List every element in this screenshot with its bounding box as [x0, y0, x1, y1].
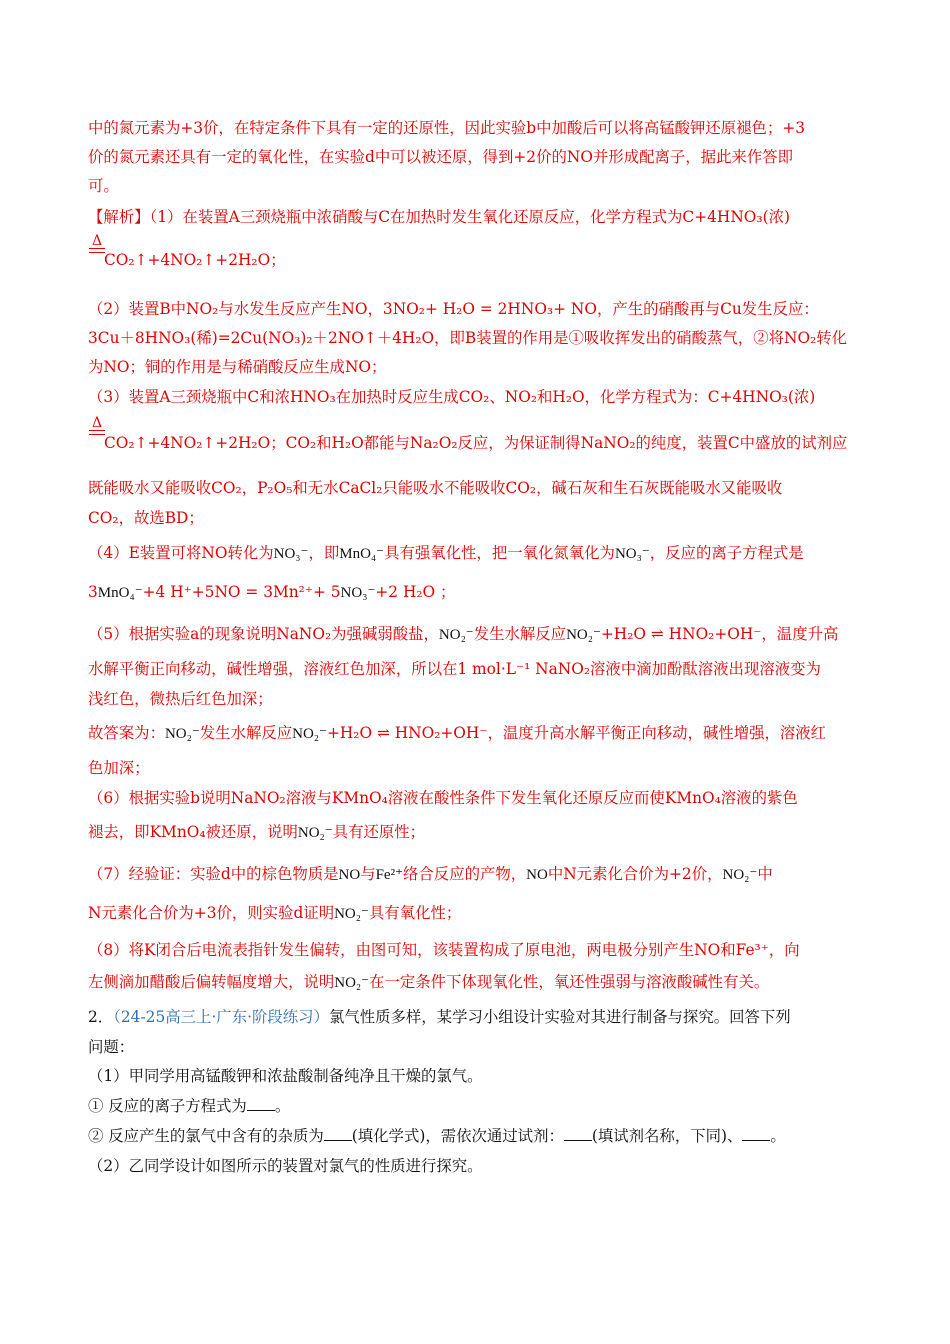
nitrite-ion: NO₂⁻: [438, 627, 474, 643]
text-segment: 发生水解反应: [473, 625, 567, 643]
nitric-oxide: NO: [338, 867, 361, 883]
text-segment: 中: [757, 865, 773, 883]
text-line: 既能吸水又能吸收CO₂，P₂O₅和无水CaCl₂只能吸水不能吸收CO₂，碱石灰和生石灰既能吸水又能吸收: [88, 479, 783, 497]
nitrite-ion: NO₂⁻: [334, 975, 370, 991]
text-segment: ② 反应产生的氯气中含有的杂质为: [88, 1127, 324, 1145]
question-source-link[interactable]: （24-25高三上·广东·阶段练习）: [113, 1008, 329, 1026]
nitrite-ion: NO₂⁻: [566, 627, 601, 643]
text-segment: 褪去，即KMnO₄被还原，说明: [88, 823, 298, 841]
text-segment: N元素化合价为+3价，则实验d证明: [88, 904, 335, 922]
text-segment: 3: [88, 583, 98, 601]
answer-blank[interactable]: [742, 1139, 770, 1141]
text-line: 水解平衡正向移动，碱性增强，溶液红色加深，所以在1 mol·L⁻¹ NaNO₂溶液中滴加酚酞溶液出现溶液变为: [88, 660, 821, 678]
permanganate-ion: MnO₄⁻: [339, 546, 385, 562]
text-segment: ，即: [308, 544, 340, 562]
text-segment: (填试剂名称，下同)、: [591, 1127, 743, 1145]
nitrite-ion: NO₂⁻: [334, 906, 369, 922]
ionic-equation-line: [88, 582, 863, 603]
text-segment: 氯气性质多样，某学习小组设计实验对其进行制备与探究。回答下列: [328, 1008, 791, 1026]
delta-symbol: Δ: [91, 415, 103, 431]
text-segment: 络合反应的产物，: [403, 865, 527, 883]
text-line: [88, 822, 863, 843]
text-line: （1）甲同学用高锰酸钾和浓盐酸制备纯净且干燥的氯气。: [88, 1067, 483, 1085]
text-line: 色加深；: [88, 759, 150, 777]
text-segment: +2 H₂O ；: [375, 583, 456, 601]
nitrite-ion: NO₂⁻: [297, 825, 333, 841]
nitrate-ion: NO₃⁻: [340, 585, 376, 601]
text-line: 为NO；铜的作用是与稀硝酸反应生成NO；: [88, 358, 387, 376]
text-line: （6）根据实验b说明NaNO₂溶液与KMnO₄溶液在酸性条件下发生氧化还原反应而使KMnO₄溶液的紫色: [88, 789, 798, 807]
text-line: [88, 723, 863, 744]
delta-symbol: Δ: [91, 233, 103, 249]
answer-blank[interactable]: [247, 1109, 275, 1111]
text-line: （2）乙同学设计如图所示的装置对氯气的性质进行探究。: [88, 1157, 483, 1175]
nitrite-ion: NO₂⁻: [292, 726, 327, 742]
text-line: 问题：: [88, 1038, 135, 1056]
text-line: [88, 624, 863, 645]
text-line: （3）装置A三颈烧瓶中C和浓HNO₃在加热时反应生成CO₂、NO₂和H₂O，化学方程式为：C+4HNO₃(浓): [88, 388, 816, 406]
text-segment: （4）E装置可将NO转化为: [88, 544, 274, 562]
text-segment: 。: [770, 1127, 786, 1145]
text-segment: 具有还原性；: [332, 823, 426, 841]
text-segment: 中N元素化合价为+2价，: [547, 865, 723, 883]
answer-blank[interactable]: [324, 1139, 352, 1141]
text-segment: （5）根据实验a的现象说明NaNO₂为强碱弱酸盐，: [88, 625, 439, 643]
sub-question: [88, 1126, 863, 1146]
text-line: 3Cu＋8HNO₃(稀)=2Cu(NO₃)₂＋2NO↑＋4H₂O，即B装置的作用是①吸收挥发出的硝酸蒸气，②将NO₂转化: [88, 329, 848, 347]
text-segment: ，反应的离子方程式是: [649, 544, 804, 562]
text-line: [88, 543, 863, 564]
text-segment: 在一定条件下体现氧化性，氧还性强弱与溶液酸碱性有关。: [369, 973, 770, 991]
analysis-heading-line: 【解析】（1）在装置A三颈烧瓶中浓硝酸与C在加热时发生氧化还原反应，化学方程式为C+4HNO₃(浓): [88, 208, 790, 226]
text-segment: 具有氧化性；: [368, 904, 462, 922]
nitrate-ion: NO₃⁻: [273, 546, 309, 562]
nitrate-ion: NO₃⁻: [614, 546, 650, 562]
answer-blank[interactable]: [564, 1139, 592, 1141]
text-line: CO₂↑+4NO₂↑+2H₂O；CO₂和H₂O都能与Na₂O₂反应，为保证制得NaNO₂的纯度，装置C中盛放的试剂应: [104, 434, 848, 452]
text-line: [88, 972, 863, 993]
text-segment: 发生水解反应: [199, 724, 293, 742]
nitrite-ion: NO₂⁻: [164, 726, 200, 742]
text-segment: +4 H⁺+5NO = 3Mn²⁺+ 5: [142, 583, 341, 601]
text-segment: (填化学式)，需依次通过试剂：: [351, 1127, 564, 1145]
text-line: [88, 903, 863, 924]
nitrite-ion: NO₂⁻: [722, 867, 758, 883]
sub-question: [88, 1096, 863, 1116]
text-segment: +H₂O ⇌ HNO₂+OH⁻，温度升高: [600, 625, 839, 643]
text-line: 价的氮元素还具有一定的氧化性，在实验d中可以被还原，得到+2价的NO并形成配离子，据此来作答即: [88, 148, 794, 166]
text-segment: 与: [360, 865, 376, 883]
text-segment: ① 反应的离子方程式为: [88, 1097, 247, 1115]
text-segment: 左侧滴加醋酸后偏转幅度增大，说明: [88, 973, 335, 991]
text-line: 浅红色，微热后红色加深；: [88, 690, 273, 708]
text-line: CO₂，故选BD；: [88, 509, 204, 527]
text-line: （2）装置B中NO₂与水发生反应产生NO，3NO₂+ H₂O = 2HNO₃+ NO，产生的硝酸再与Cu发生反应：: [88, 300, 819, 318]
equation-line: CO₂↑+4NO₂↑+2H₂O；: [104, 251, 286, 269]
question-number: 2．: [88, 1008, 114, 1026]
question-2-stem: [88, 1007, 863, 1027]
text-segment: +H₂O ⇌ HNO₂+OH⁻，温度升高水解平衡正向移动，碱性增强，溶液红: [326, 724, 827, 742]
text-line: 可。: [88, 177, 119, 195]
permanganate-ion: MnO₄⁻: [97, 585, 143, 601]
text-segment: 具有强氧化性，把一氧化氮氧化为: [384, 544, 615, 562]
text-line: 中的氮元素为+3价，在特定条件下具有一定的还原性，因此实验b中加酸后可以将高锰酸钾还原褪色；+3: [88, 119, 806, 137]
ferrous-ion: Fe²⁺: [375, 867, 404, 883]
text-segment: 。: [274, 1097, 291, 1115]
text-line: [88, 864, 863, 885]
text-segment: 故答案为：: [88, 724, 165, 742]
nitric-oxide: NO: [526, 867, 548, 883]
text-line: （8）将K闭合后电流表指针发生偏转，由图可知，该装置构成了原电池，两电极分别产生NO和Fe³⁺，向: [88, 941, 800, 959]
text-segment: （7）经验证：实验d中的棕色物质是: [88, 865, 339, 883]
